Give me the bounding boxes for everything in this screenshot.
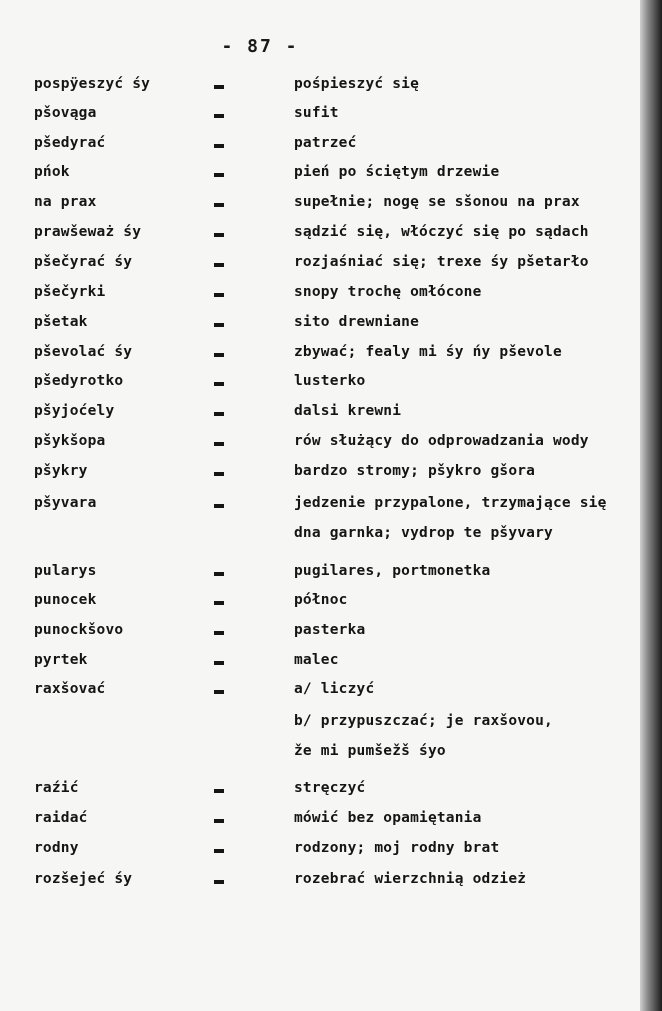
entry-term: pšedyrotko xyxy=(34,373,124,389)
entry-term: pšykry xyxy=(34,463,88,479)
entry-term: pševolać śy xyxy=(34,344,133,360)
entry-term: pńok xyxy=(34,164,70,180)
entry-gloss: b/ przypuszczać; je raxšovou, xyxy=(294,713,553,729)
entry-gloss: rodzony; moj rodny brat xyxy=(294,840,500,856)
entry-term: pšyvara xyxy=(34,495,97,511)
entry-dash xyxy=(214,601,224,605)
entry-term: pšyjoćely xyxy=(34,403,115,419)
entry-gloss: sito drewniane xyxy=(294,314,420,330)
entry-dash xyxy=(214,144,224,148)
entry-dash xyxy=(214,203,224,207)
entry-gloss: pugilares, portmonetka xyxy=(294,563,491,579)
entry-term: pšetak xyxy=(34,314,88,330)
entry-dash xyxy=(214,412,224,416)
entry-term: rodny xyxy=(34,840,79,856)
entry-term: na prax xyxy=(34,194,97,210)
entry-gloss: pośpieszyć się xyxy=(294,76,420,92)
entry-term: pšedyrać xyxy=(34,135,106,151)
entry-gloss: že mi pumšežš śyo xyxy=(294,743,446,759)
entry-term: raźić xyxy=(34,780,79,796)
entry-gloss: snopy trochę omłócone xyxy=(294,284,482,300)
entry-dash xyxy=(214,849,224,853)
entry-gloss: zbywać; fealy mi śy ńy pševole xyxy=(294,344,562,360)
entry-dash xyxy=(214,789,224,793)
entry-dash xyxy=(214,263,224,267)
book-spine-shadow xyxy=(640,0,662,1011)
entry-gloss: lusterko xyxy=(294,373,366,389)
entry-gloss: rów służący do odprowadzania wody xyxy=(294,433,589,449)
entry-term: pšečyrać śy xyxy=(34,254,133,270)
entry-gloss: patrzeć xyxy=(294,135,357,151)
entry-gloss: rozjaśniać się; trexe śy pšetarło xyxy=(294,254,589,270)
entry-dash xyxy=(214,442,224,446)
entry-dash xyxy=(214,661,224,665)
entry-term: pyrtek xyxy=(34,652,88,668)
entry-term: rozšejeć śy xyxy=(34,871,133,887)
entry-term: pularys xyxy=(34,563,97,579)
entry-gloss: jedzenie przypalone, trzymające się xyxy=(294,495,607,511)
entry-dash xyxy=(214,233,224,237)
entry-term: raxšovać xyxy=(34,681,106,697)
entry-dash xyxy=(214,382,224,386)
entry-dash xyxy=(214,472,224,476)
entry-gloss: sądzić się, włóczyć się po sądach xyxy=(294,224,589,240)
entry-term: raidać xyxy=(34,810,88,826)
entry-gloss: północ xyxy=(294,592,348,608)
entry-term: punocek xyxy=(34,592,97,608)
entry-gloss: rozebrać wierzchnią odzież xyxy=(294,871,527,887)
entry-gloss: dalsi krewni xyxy=(294,403,402,419)
entry-term: pšykšopa xyxy=(34,433,106,449)
entry-term: prawšeważ śy xyxy=(34,224,142,240)
entry-gloss: a/ liczyć xyxy=(294,681,375,697)
entry-term: pospÿeszyć śy xyxy=(34,76,151,92)
entry-gloss: stręczyć xyxy=(294,780,366,796)
entry-term: pšečyrki xyxy=(34,284,106,300)
entry-gloss: pień po ściętym drzewie xyxy=(294,164,500,180)
entry-dash xyxy=(214,690,224,694)
page-number: - 87 - xyxy=(221,36,299,57)
entry-term: pšovąga xyxy=(34,105,97,121)
entry-gloss: dna garnka; vydrop te pšyvary xyxy=(294,525,553,541)
entry-gloss: sufit xyxy=(294,105,339,121)
entry-dash xyxy=(214,572,224,576)
entry-dash xyxy=(214,353,224,357)
entry-dash xyxy=(214,819,224,823)
entry-dash xyxy=(214,173,224,177)
entry-dash xyxy=(214,85,224,89)
entry-gloss: pasterka xyxy=(294,622,366,638)
entry-dash xyxy=(214,114,224,118)
entry-term: punockšovo xyxy=(34,622,124,638)
entry-dash xyxy=(214,880,224,884)
entry-dash xyxy=(214,293,224,297)
entry-dash xyxy=(214,504,224,508)
entry-gloss: supełnie; nogę se sšonou na prax xyxy=(294,194,580,210)
entry-gloss: mówić bez opamiętania xyxy=(294,810,482,826)
entry-dash xyxy=(214,323,224,327)
entry-gloss: malec xyxy=(294,652,339,668)
entry-dash xyxy=(214,631,224,635)
entry-gloss: bardzo stromy; pšykro gšora xyxy=(294,463,536,479)
